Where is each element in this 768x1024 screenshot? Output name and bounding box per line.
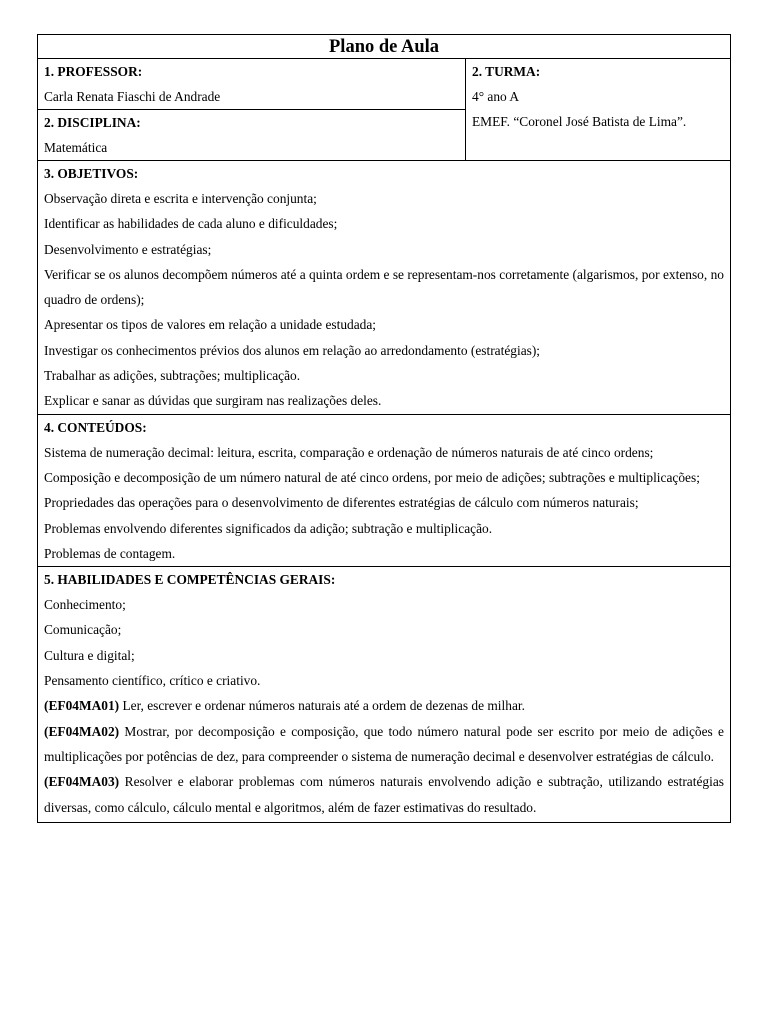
professor-name: Carla Renata Fiaschi de Andrade: [44, 89, 221, 104]
conteudo-item: Composição e decomposição de um número natural de até cinco ordens, por meio de adições; subtrações e multiplicações;: [44, 469, 700, 485]
bncc-skill: [44, 693, 724, 718]
objetivos-section: [38, 161, 730, 414]
conteudo-item: Problemas envolvendo diferentes significados da adição; subtração e multiplicação.: [44, 520, 493, 536]
objetivo-item: Desenvolvimento e estratégias;: [44, 241, 212, 257]
objetivo-item: Trabalhar as adições, subtrações; multiplicação.: [44, 368, 301, 384]
objetivo-item: Apresentar os tipos de valores em relação a unidade estudada;: [44, 317, 377, 333]
objetivo-item: Observação direta e escrita e intervenção conjunta;: [44, 191, 317, 206]
disciplina-heading: 2. DISCIPLINA:: [44, 115, 141, 130]
bncc-description: Resolver e elaborar problemas com números naturais envolvendo adição e subtração, utilizando estratégias diversas, como cálculo, cálculo mental e algoritmos, além de fazer estimativas do resultado.: [44, 774, 724, 815]
bncc-description: Ler, escrever e ordenar números naturais até a ordem de dezenas de milhar.: [119, 698, 525, 714]
conteudos-heading: 4. CONTEÚDOS:: [44, 419, 147, 435]
turma-value: 4° ano A: [472, 89, 520, 104]
disciplina-cell: [38, 109, 465, 160]
school-name: EMEF. “Coronel José Batista de Lima”.: [472, 114, 687, 129]
bncc-code: (EF04MA02): [44, 723, 120, 739]
objetivo-item: Investigar os conhecimentos prévios dos alunos em relação ao arredondamento (estratégias);: [44, 342, 541, 358]
bncc-code: (EF04MA01): [44, 698, 120, 714]
document-title: Plano de Aula: [38, 35, 730, 59]
habilidade-item: Cultura e digital;: [44, 647, 135, 663]
conteudo-item: Sistema de numeração decimal: leitura, escrita, comparação e ordenação de números naturais de até cinco ordens;: [44, 444, 654, 460]
professor-heading: 1. PROFESSOR:: [44, 64, 143, 79]
conteudos-section: [38, 414, 730, 566]
conteudo-item: Propriedades das operações para o desenvolvimento de diferentes estratégias de cálculo com números naturais;: [44, 495, 639, 511]
habilidades-section: [38, 566, 730, 822]
habilidades-heading: 5. HABILIDADES E COMPETÊNCIAS GERAIS:: [44, 572, 336, 588]
bncc-skill: [44, 719, 724, 770]
conteudo-item: Problemas de contagem.: [44, 545, 176, 561]
header-right-column: [466, 59, 730, 160]
header-left-column: [38, 59, 466, 160]
disciplina-value: Matemática: [44, 140, 108, 155]
objetivo-item: Explicar e sanar as dúvidas que surgiram nas realizações deles.: [44, 393, 382, 409]
professor-cell: [38, 59, 465, 109]
header-grid: [38, 59, 730, 161]
lesson-plan-table: [37, 34, 731, 823]
habilidade-item: Conhecimento;: [44, 597, 126, 613]
habilidade-item: Pensamento científico, crítico e criativo.: [44, 673, 261, 689]
bncc-description: Mostrar, por decomposição e composição, que todo número natural pode ser escrito por meio de adições e multiplicações por potências de dez, para compreender o sistema de numeração decimal e desenvolver estratégias de cálculo.: [44, 723, 724, 764]
objetivo-item: Verificar se os alunos decompõem números até a quinta ordem e se representam-nos corretamente (algarismos, por extenso, no quadro de ordens);: [44, 266, 724, 308]
bncc-code: (EF04MA03): [44, 774, 120, 790]
turma-heading: 2. TURMA:: [472, 64, 541, 79]
objetivos-heading: 3. OBJETIVOS:: [44, 166, 139, 181]
bncc-skill: [44, 769, 724, 820]
objetivo-item: Identificar as habilidades de cada aluno e dificuldades;: [44, 216, 338, 232]
habilidade-item: Comunicação;: [44, 622, 122, 638]
turma-cell: [466, 59, 730, 134]
